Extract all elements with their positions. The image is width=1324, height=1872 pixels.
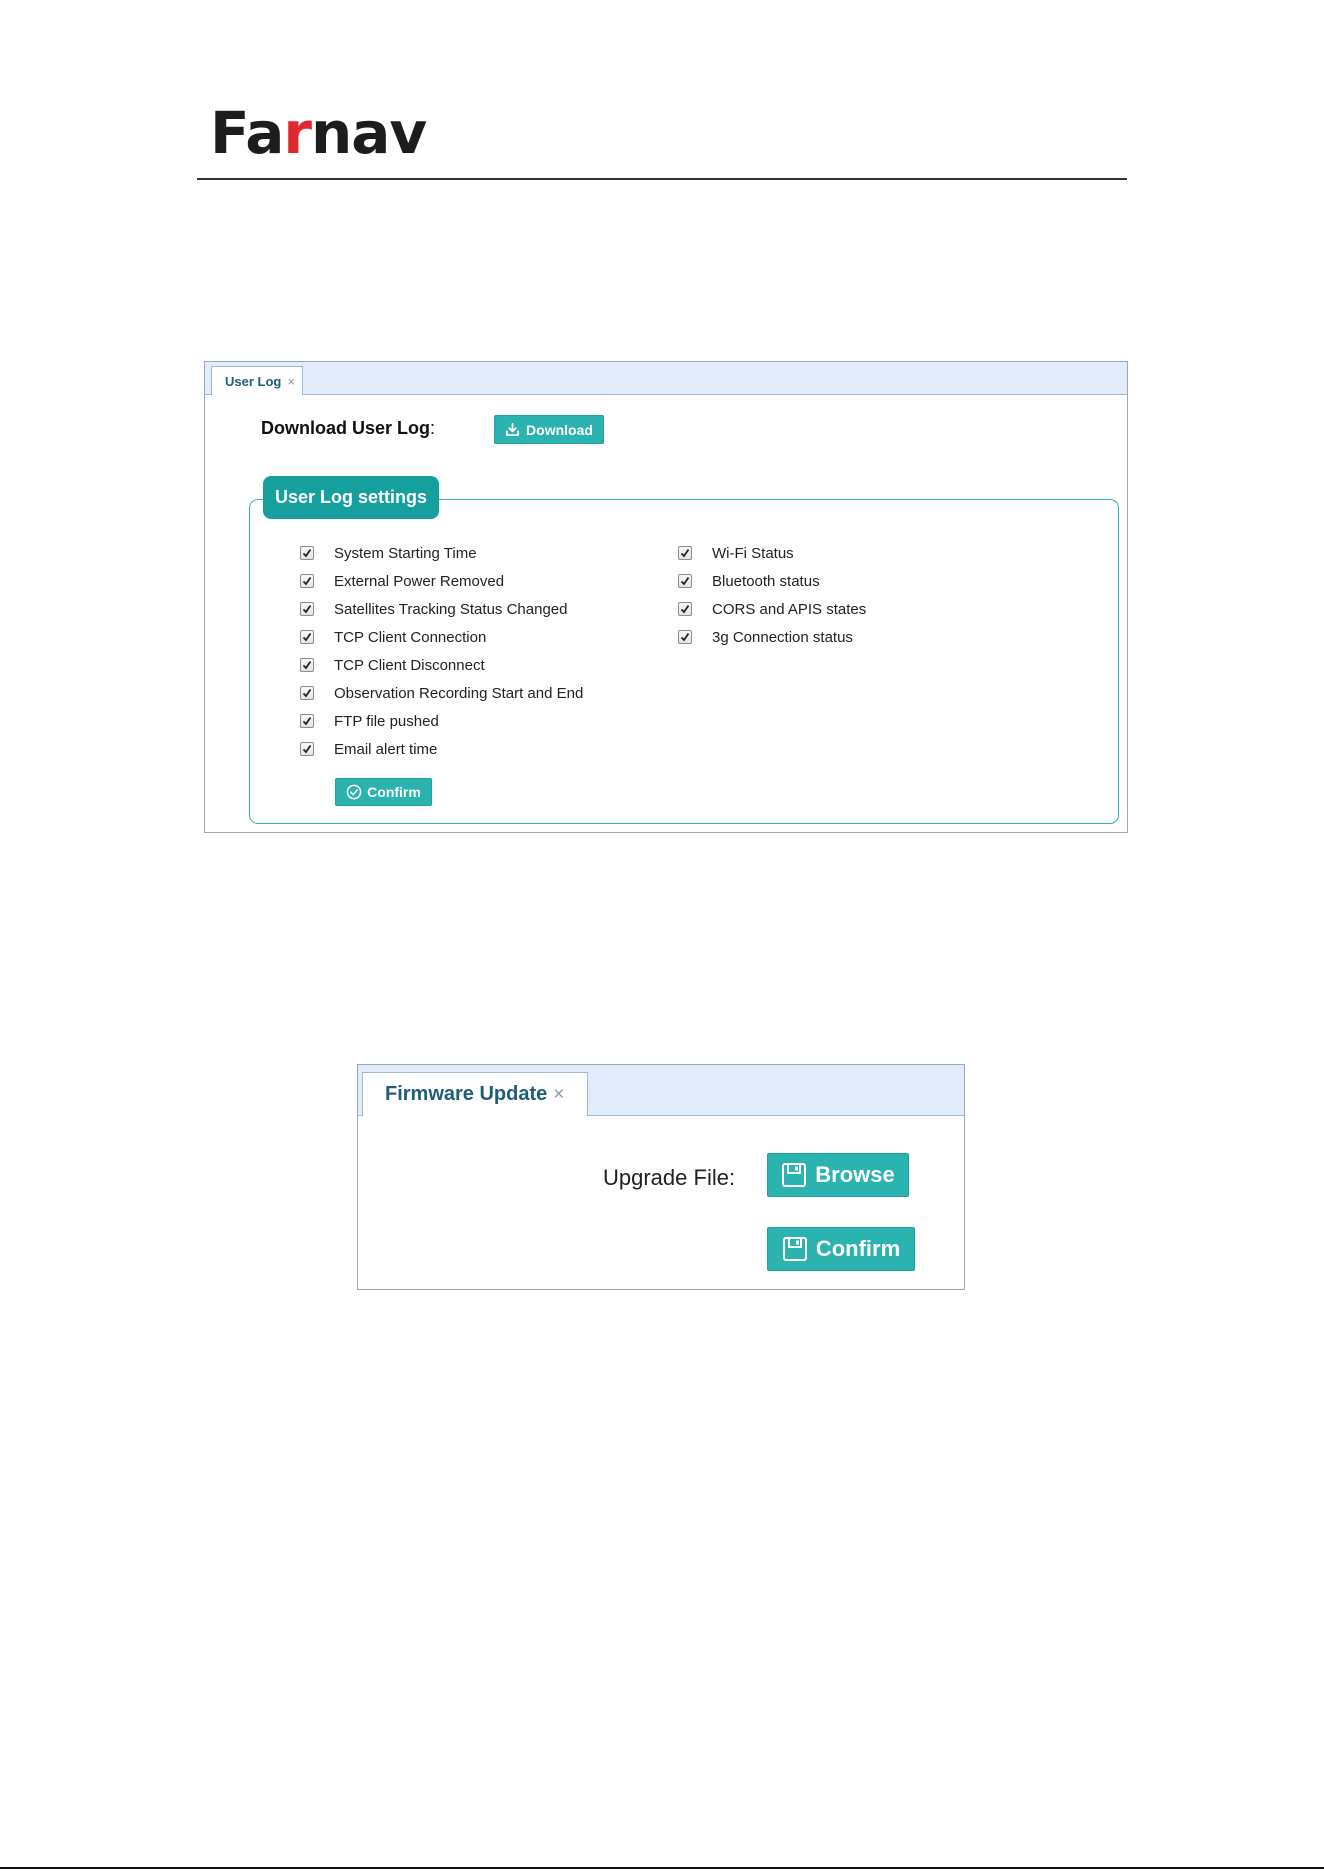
option-email-alert-time[interactable] [300,739,437,759]
confirm-button-label: Confirm [367,784,421,800]
checkbox[interactable] [300,686,314,700]
download-icon [505,422,520,437]
header-divider [197,178,1127,180]
check-circle-icon [346,784,362,800]
download-label-colon: : [430,418,436,438]
tab-firmware-update-label: Firmware Update [385,1083,548,1105]
browse-button[interactable] [767,1153,909,1197]
check-icon [302,548,312,558]
user-log-panel [204,361,1128,833]
tab-firmware-update[interactable] [362,1072,588,1116]
logo-accent: r [283,99,311,167]
option-label: Email alert time [334,740,438,758]
checkbox[interactable] [300,658,314,672]
option-bluetooth-status[interactable] [678,571,820,591]
check-icon [302,744,312,754]
download-label-text: Download User Log [261,418,431,438]
option-label: Bluetooth status [712,572,820,590]
farnav-logo [210,99,427,167]
checkbox[interactable] [678,602,692,616]
option-observation-recording[interactable] [300,683,583,703]
checkbox[interactable] [300,602,314,616]
option-3g-connection-status[interactable] [678,627,853,647]
checkbox[interactable] [678,574,692,588]
user-log-settings-title: User Log settings [263,476,439,519]
checkbox[interactable] [678,546,692,560]
save-icon [781,1162,807,1188]
check-icon [680,576,690,586]
close-icon[interactable]: × [553,1083,565,1105]
check-icon [680,604,690,614]
check-icon [302,604,312,614]
option-label: Observation Recording Start and End [334,684,584,702]
option-external-power-removed[interactable] [300,571,504,591]
download-button-label: Download [526,421,593,438]
logo-suffix: nav [310,99,427,167]
save-icon [782,1236,808,1262]
check-icon [302,632,312,642]
option-label: FTP file pushed [334,712,439,730]
tab-user-log-label: User Log [225,373,282,389]
option-system-starting-time[interactable] [300,543,477,563]
confirm-button-label: Confirm [815,1236,901,1261]
upgrade-file-label: Upgrade File: [603,1165,736,1190]
check-icon [302,660,312,670]
checkbox[interactable] [300,742,314,756]
option-tcp-client-connection[interactable] [300,627,486,647]
close-icon[interactable]: × [287,373,295,389]
checkbox[interactable] [678,630,692,644]
tab-user-log[interactable] [211,366,303,395]
checkbox[interactable] [300,630,314,644]
option-tcp-client-disconnect[interactable] [300,655,485,675]
checkbox[interactable] [300,574,314,588]
checkbox[interactable] [300,714,314,728]
tab-bar [358,1065,964,1116]
option-label: External Power Removed [334,572,505,590]
option-label: Wi-Fi Status [712,544,794,562]
footer-divider [0,1867,1324,1869]
check-icon [302,716,312,726]
firmware-update-panel [357,1064,965,1290]
option-label: 3g Connection status [712,628,853,646]
check-icon [680,632,690,642]
option-ftp-file-pushed[interactable] [300,711,439,731]
option-label: Satellites Tracking Status Changed [334,600,568,618]
option-label: TCP Client Connection [334,628,487,646]
browse-button-label: Browse [815,1162,895,1187]
logo-prefix: Fa [210,99,284,167]
tab-bar [205,362,1127,395]
checkbox[interactable] [300,546,314,560]
check-icon [680,548,690,558]
confirm-log-settings-button[interactable] [335,778,432,806]
option-label: System Starting Time [334,544,477,562]
check-icon [302,688,312,698]
option-cors-apis-states[interactable] [678,599,866,619]
option-satellites-tracking-status-changed[interactable] [300,599,567,619]
option-wifi-status[interactable] [678,543,794,563]
download-button[interactable] [494,415,604,444]
check-icon [302,576,312,586]
option-label: TCP Client Disconnect [334,656,485,674]
download-user-log-label [261,418,435,439]
confirm-firmware-button[interactable] [767,1227,915,1271]
option-label: CORS and APIS states [712,600,867,618]
